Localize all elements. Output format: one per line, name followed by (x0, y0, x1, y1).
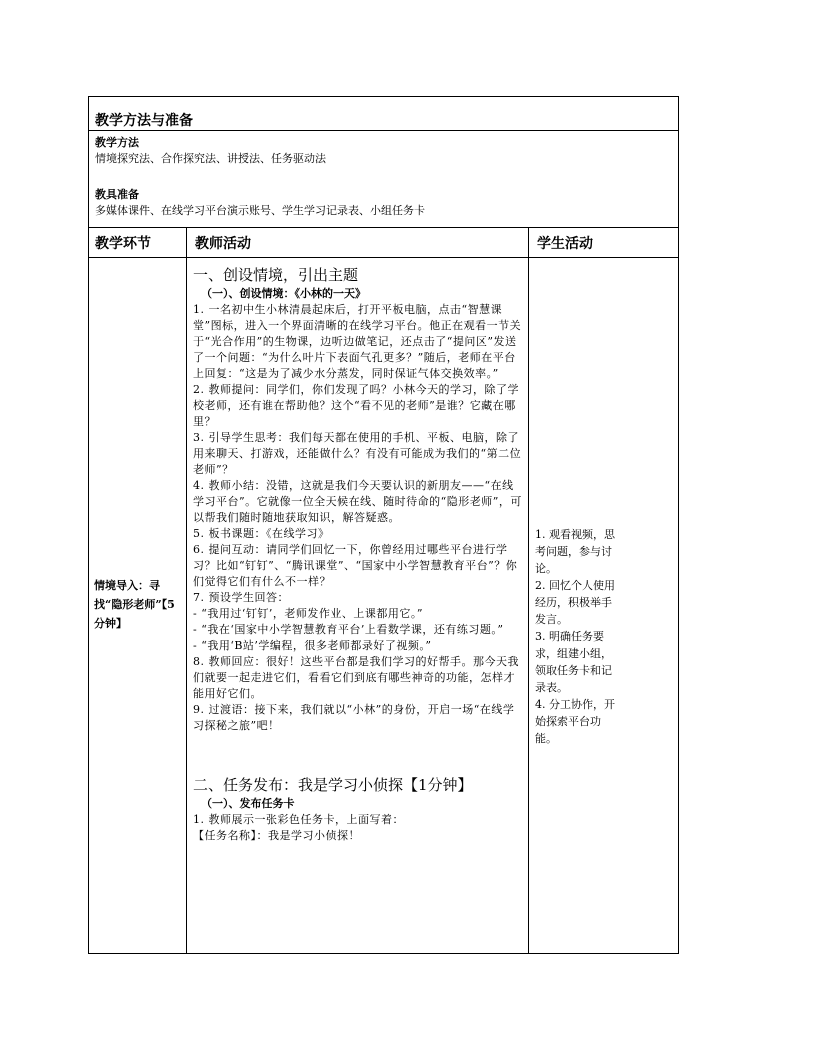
column-header-teacher: 教师活动 (195, 236, 251, 252)
methods-label: 教学方法 (95, 136, 139, 149)
column-header-student: 学生活动 (537, 236, 593, 252)
section1-items (193, 302, 523, 734)
list-item: 3. 明确任务要求，组建小组，领取任务卡和记录表。 (535, 630, 612, 694)
section-header-row (89, 97, 678, 131)
preparation-content (95, 135, 672, 219)
tools-label: 教具准备 (95, 188, 139, 201)
methods-text: 情境探究法、合作探究法、讲授法、任务驱动法 (95, 152, 326, 165)
list-item: 1. 教师展示一张彩色任务卡，上面写着： (193, 813, 404, 826)
list-item: 9. 过渡语：接下来，我们就以“小林”的身份，开启一场“在线学习探秘之旅”吧！ (193, 703, 515, 732)
preparation-row (89, 131, 678, 228)
section1-subtitle: （一）、创设情境：《小林的一天》 (201, 287, 366, 300)
column-header-row (89, 228, 678, 258)
body-row (89, 258, 678, 953)
section1-title: 一、创设情境，引出主题 (193, 266, 359, 284)
list-item: - “我用过‘钉钉’，老师发作业、上课都用它。” (193, 607, 423, 620)
list-item: 1. 观看视频，思考问题，参与讨论。 (535, 528, 615, 575)
lesson-plan-table (88, 96, 679, 954)
list-item: 6. 提问互动：请同学们回忆一下，你曾经用过哪些平台进行学习？比如“钉钉”、“腾讯课堂”、“国家中小学智慧教育平台”？你们觉得它们有什么不一样？ (193, 543, 518, 588)
tools-text: 多媒体课件、在线学习平台演示账号、学生学习记录表、小组任务卡 (95, 204, 425, 217)
list-item: 3. 引导学生思考：我们每天都在使用的手机、平板、电脑，除了用来聊天、打游戏，还能做什么？有没有可能成为我们的“第二位老师”？ (193, 431, 522, 476)
section2-subtitle: （一）、发布任务卡 (201, 797, 295, 810)
list-item: 2. 教师提问：同学们，你们发现了吗？小林今天的学习，除了学校老师，还有谁在帮助他？这个“看不见的老师”是谁？它藏在哪里？ (193, 383, 519, 428)
list-item: 4. 教师小结：没错，这就是我们今天要认识的新朋友——“在线学习平台”。它就像一位全天候在线、随时待命的“隐形老师”，可以帮我们随时随地获取知识，解答疑惑。 (193, 479, 522, 524)
list-item: 1. 一名初中生小林清晨起床后，打开平板电脑，点击“智慧课堂”图标，进入一个界面清晰的在线学习平台。他正在观看一节关于“光合作用”的生物课，边听边做笔记，还点击了“提问区”发送了一个问题：“为什么叶片下表面气孔更多？”随后，老师在平台上回复：“这是为了减少水分蒸发，同时保证气体交换效率。” (193, 303, 522, 380)
section2-items (193, 812, 523, 844)
list-item: - “我用‘B站’学编程，很多老师都录好了视频。” (193, 639, 432, 652)
stage-cell: 情境导入：寻找“隐形老师”【5分钟】 (94, 579, 175, 630)
section-title: 教学方法与准备 (95, 113, 193, 129)
list-item: 5. 板书课题：《在线学习》 (193, 527, 330, 540)
list-item: - “我在‘国家中小学智慧教育平台’上看数学课，还有练习题。” (193, 623, 504, 636)
teacher-activity-cell (193, 264, 523, 844)
list-item: 【任务名称】：我是学习小侦探！ (193, 829, 360, 842)
column-header-stage: 教学环节 (95, 236, 151, 252)
section2-title: 二、任务发布：我是学习小侦探【1分钟】 (193, 776, 473, 794)
list-item: 2. 回忆个人使用经历，积极举手发言。 (535, 579, 615, 626)
list-item: 8. 教师回应：很好！这些平台都是我们学习的好帮手。那今天我们就要一起走进它们，看看它们到底有哪些神奇的功能，怎样才能用好它们。 (193, 655, 519, 700)
list-item: 4. 分工协作，开始探索平台功能。 (535, 698, 615, 745)
list-item: 7. 预设学生回答： (193, 591, 289, 604)
student-activity-cell (535, 526, 621, 747)
